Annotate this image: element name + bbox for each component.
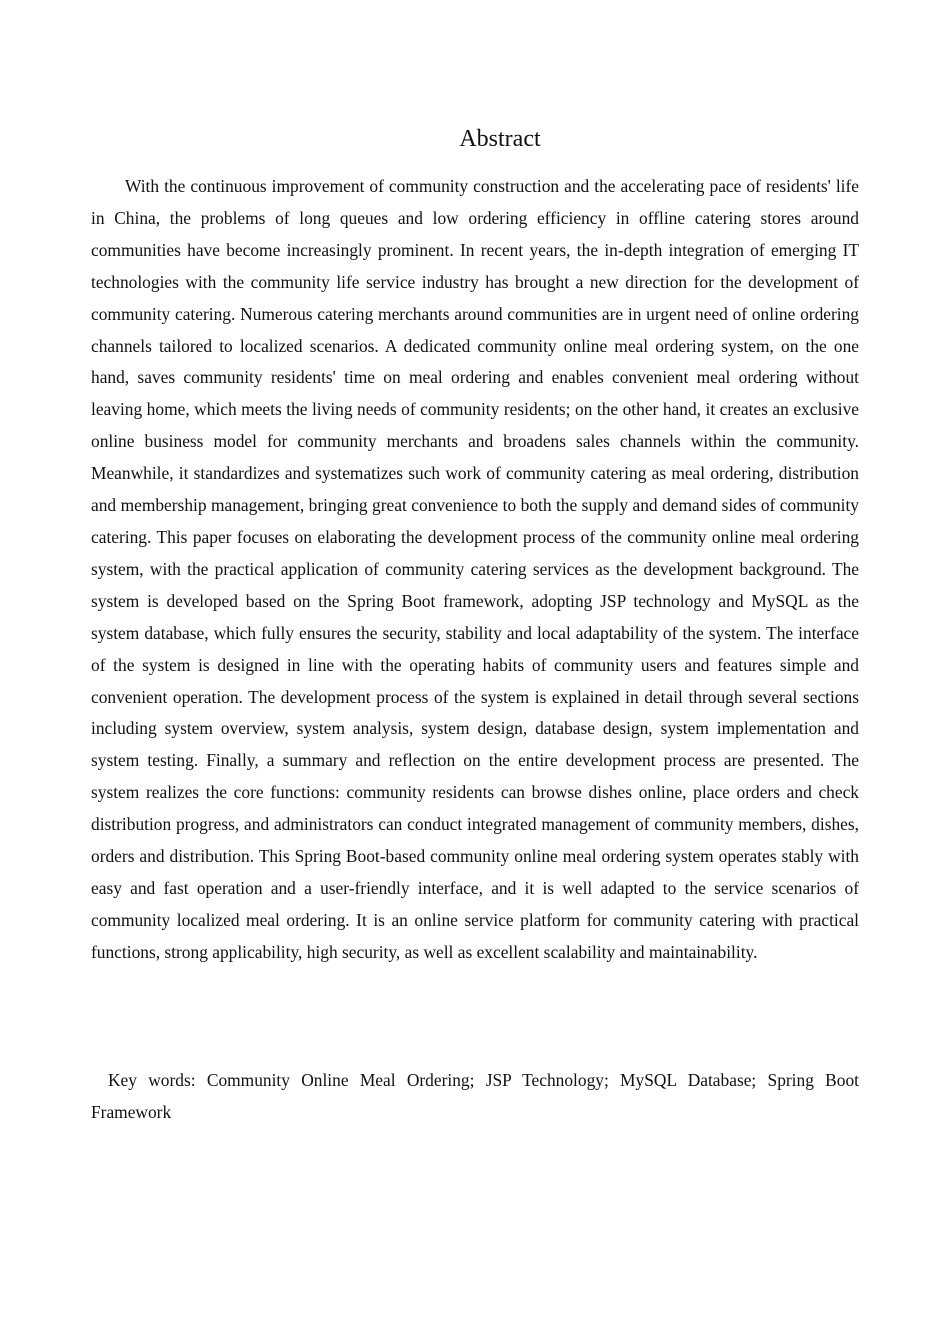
keywords-line: Key words: Community Online Meal Ordering; JSP Technology; MySQL Database; Spring Boot Framework (91, 1070, 859, 1122)
abstract-body: With the continuous improvement of community construction and the accelerating pace of residents' life in China, the problems of long queues and low ordering efficiency in offline catering stores around communities have become increasingly prominent. In recent years, the in-depth integration of emerging IT technologies with the community life service industry has brought a new direction for the development of community catering. Numerous catering merchants around communities are in urgent need of online ordering channels tailored to localized scenarios. A dedicated community online meal ordering system, on the one hand, saves community residents' time on meal ordering and enables convenient meal ordering without leaving home, which meets the living needs of community residents; on the other hand, it creates an exclusive online business model for community merchants and broadens sales channels within the community. Meanwhile, it standardizes and systematizes such work of community catering as meal ordering, distribution and membership management, bringing great convenience to both the supply and demand sides of community catering. This paper focuses on elaborating the development process of the community online meal ordering system, with the practical application of community catering services as the development background. The system is developed based on the Spring Boot framework, adopting JSP technology and MySQL as the system database, which fully ensures the security, stability and local adaptability of the system. The interface of the system is designed in line with the operating habits of community users and features simple and convenient operation. The development process of the system is explained in detail through several sections including system overview, system analysis, system design, database design, system implementation and system testing. Finally, a summary and reflection on the entire development process are presented. The system realizes the core functions: community residents can browse dishes online, place orders and check distribution progress, and administrators can conduct integrated management of community members, dishes, orders and distribution. This Spring Boot-based community online meal ordering system operates stably with easy and fast operation and a user-friendly interface, and it is well adapted to the service scenarios of community localized meal ordering. It is an online service platform for community catering with practical functions, strong applicability, high security, as well as excellent scalability and maintainability. (91, 176, 859, 962)
abstract-title: Abstract (459, 126, 541, 152)
